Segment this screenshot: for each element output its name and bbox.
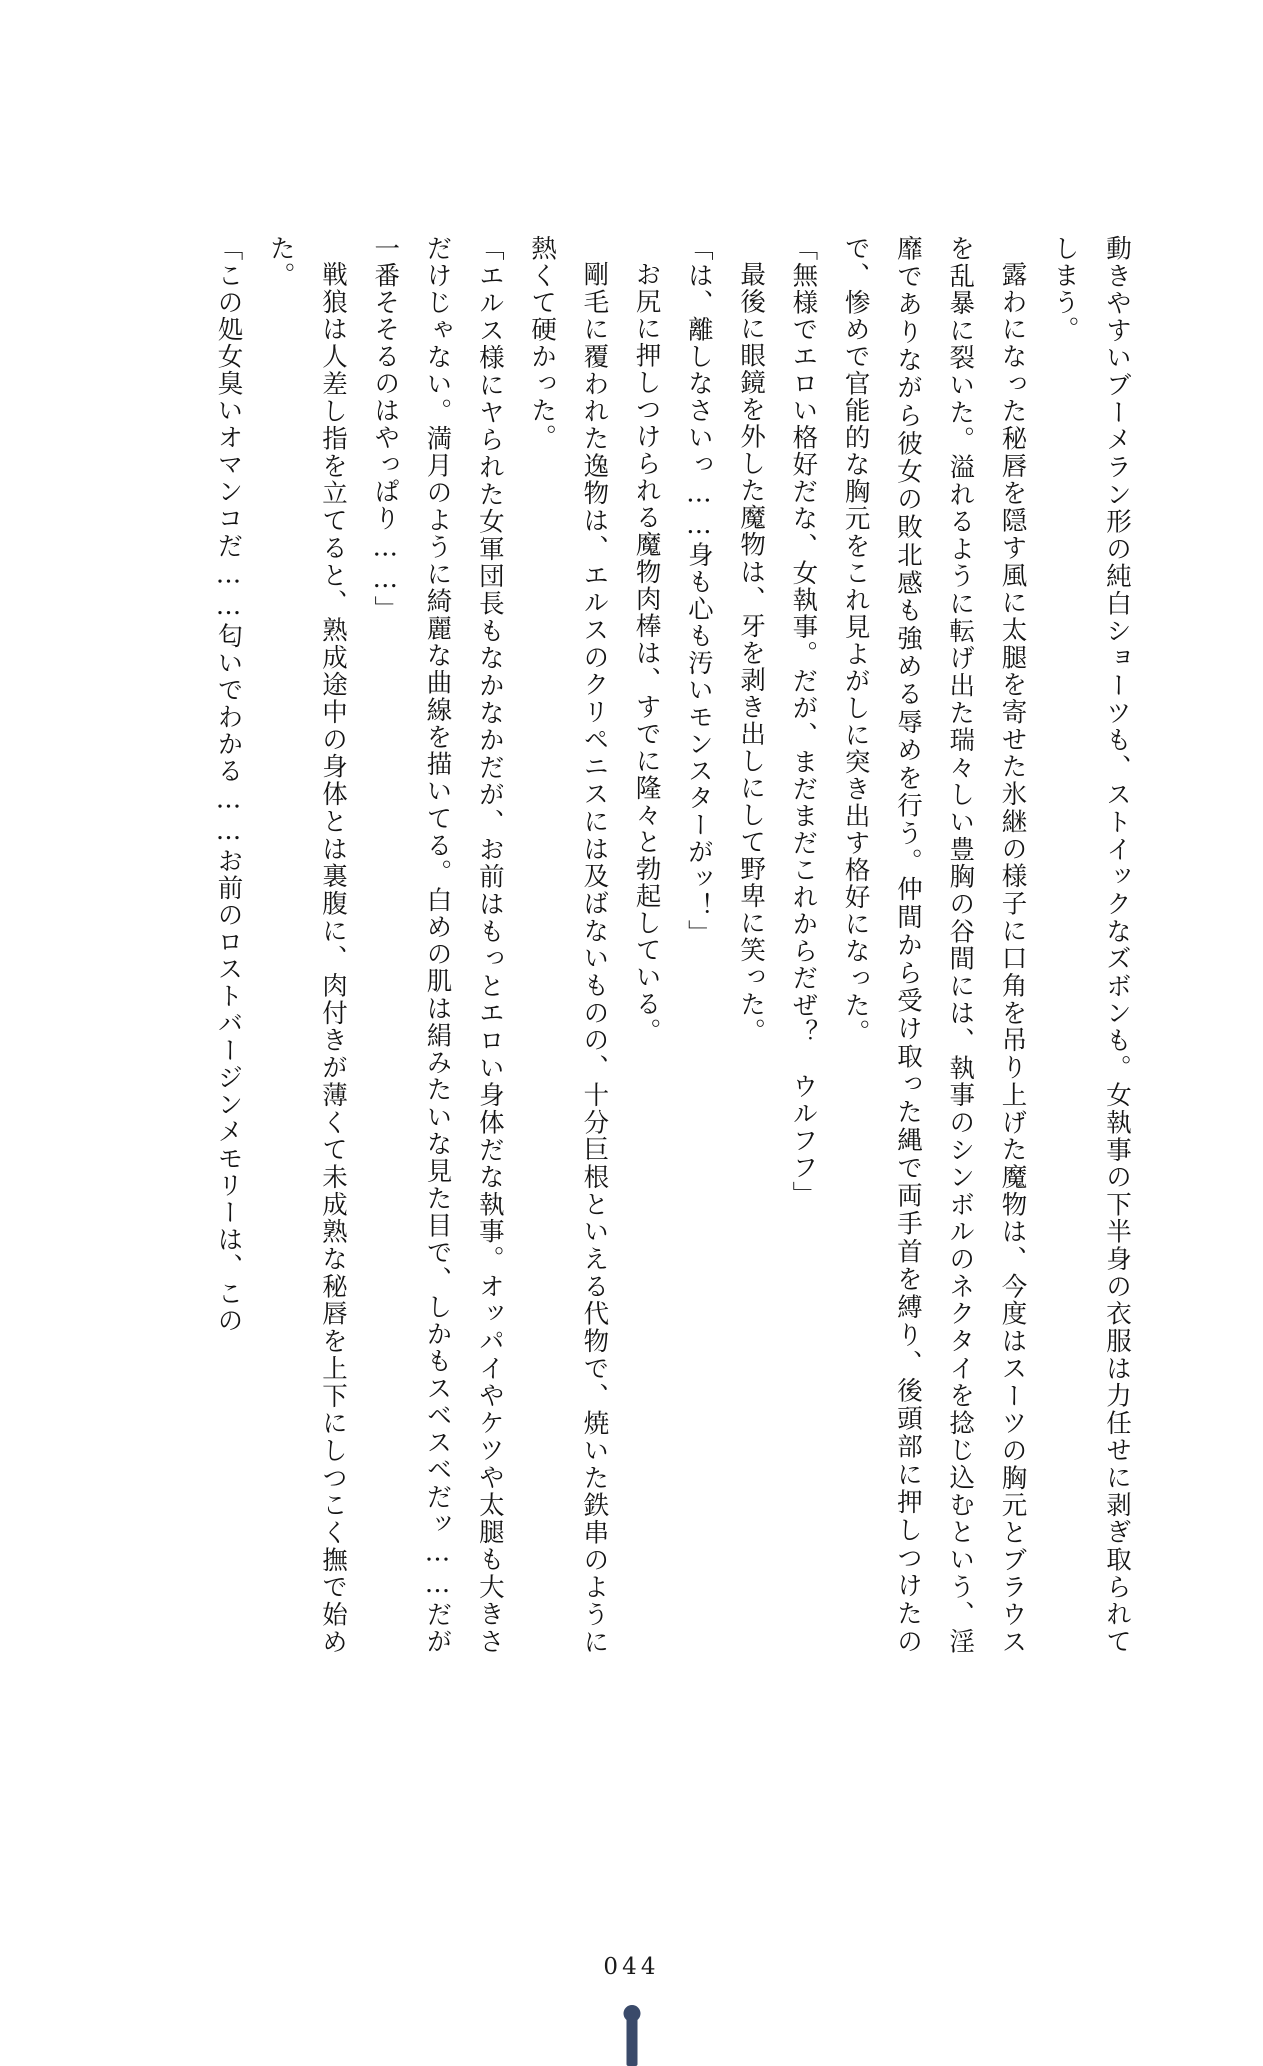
- paragraph: 剛毛に覆われた逸物は、エルスのクリペニスには及ばないものの、十分巨根といえる代物で、焼いた鉄串のように熱くて硬かった。: [527, 235, 610, 1655]
- page-number: 044: [603, 1954, 660, 1980]
- paragraph: お尻に押しつけられる魔物肉棒は、すでに隆々と勃起している。: [631, 260, 662, 1045]
- paragraph: 「この処女臭いオマンコだ……匂いでわかる……お前のロストバージンメモリーは、この: [213, 235, 244, 1335]
- page-text-body: [143, 235, 1143, 1655]
- binding-bar-mark: [626, 2008, 637, 2066]
- paragraph: 「は、離しなさいっ……身も心も汚いモンスターがッ！」: [683, 235, 714, 947]
- paragraph: 「エルス様にヤられた女軍団長もなかなかだが、お前はもっとエロい身体だな執事。オッパイやケツや太腿も大きさだけじゃない。満月のように綺麗な曲線を描いてる。白めの肌は絹みたいな見た目で、しかもスベスベだッ……だが一番そそるのはやっぱり……」: [370, 235, 505, 1655]
- paragraph: 戦狼は人差し指を立てると、熟成途中の身体とは裏腹に、肉付きが薄くて未成熟な秘唇を上下にしつこく撫で始めた。: [265, 235, 349, 1655]
- paragraph: 動きやすいブーメラン形の純白ショーツも、ストイックなズボンも。女執事の下半身の衣服は力任せに剥ぎ取られてしまう。: [1049, 235, 1132, 1655]
- paragraph: 最後に眼鏡を外した魔物は、牙を剥き出しにして野卑に笑った。: [736, 260, 767, 1045]
- paragraph: 「無様でエロい格好だな、女執事。だが、まだまだこれからだぜ？ ウルフフ」: [788, 235, 819, 1209]
- paragraph: 露わになった秘唇を隠す風に太腿を寄せた氷継の様子に口角を吊り上げた魔物は、今度はスーツの胸元とブラウスを乱暴に裂いた。溢れるように転げ出た瑞々しい豊胸の谷間には、執事のシンボルのネクタイを捻じ込むという、淫靡でありながら彼女の敗北感も強める辱めを行う。仲間から受け取った縄で両手首を縛り、後頭部に押しつけたので、惨めで官能的な胸元をこれ見よがしに突き出す格好になった。: [840, 235, 1028, 1655]
